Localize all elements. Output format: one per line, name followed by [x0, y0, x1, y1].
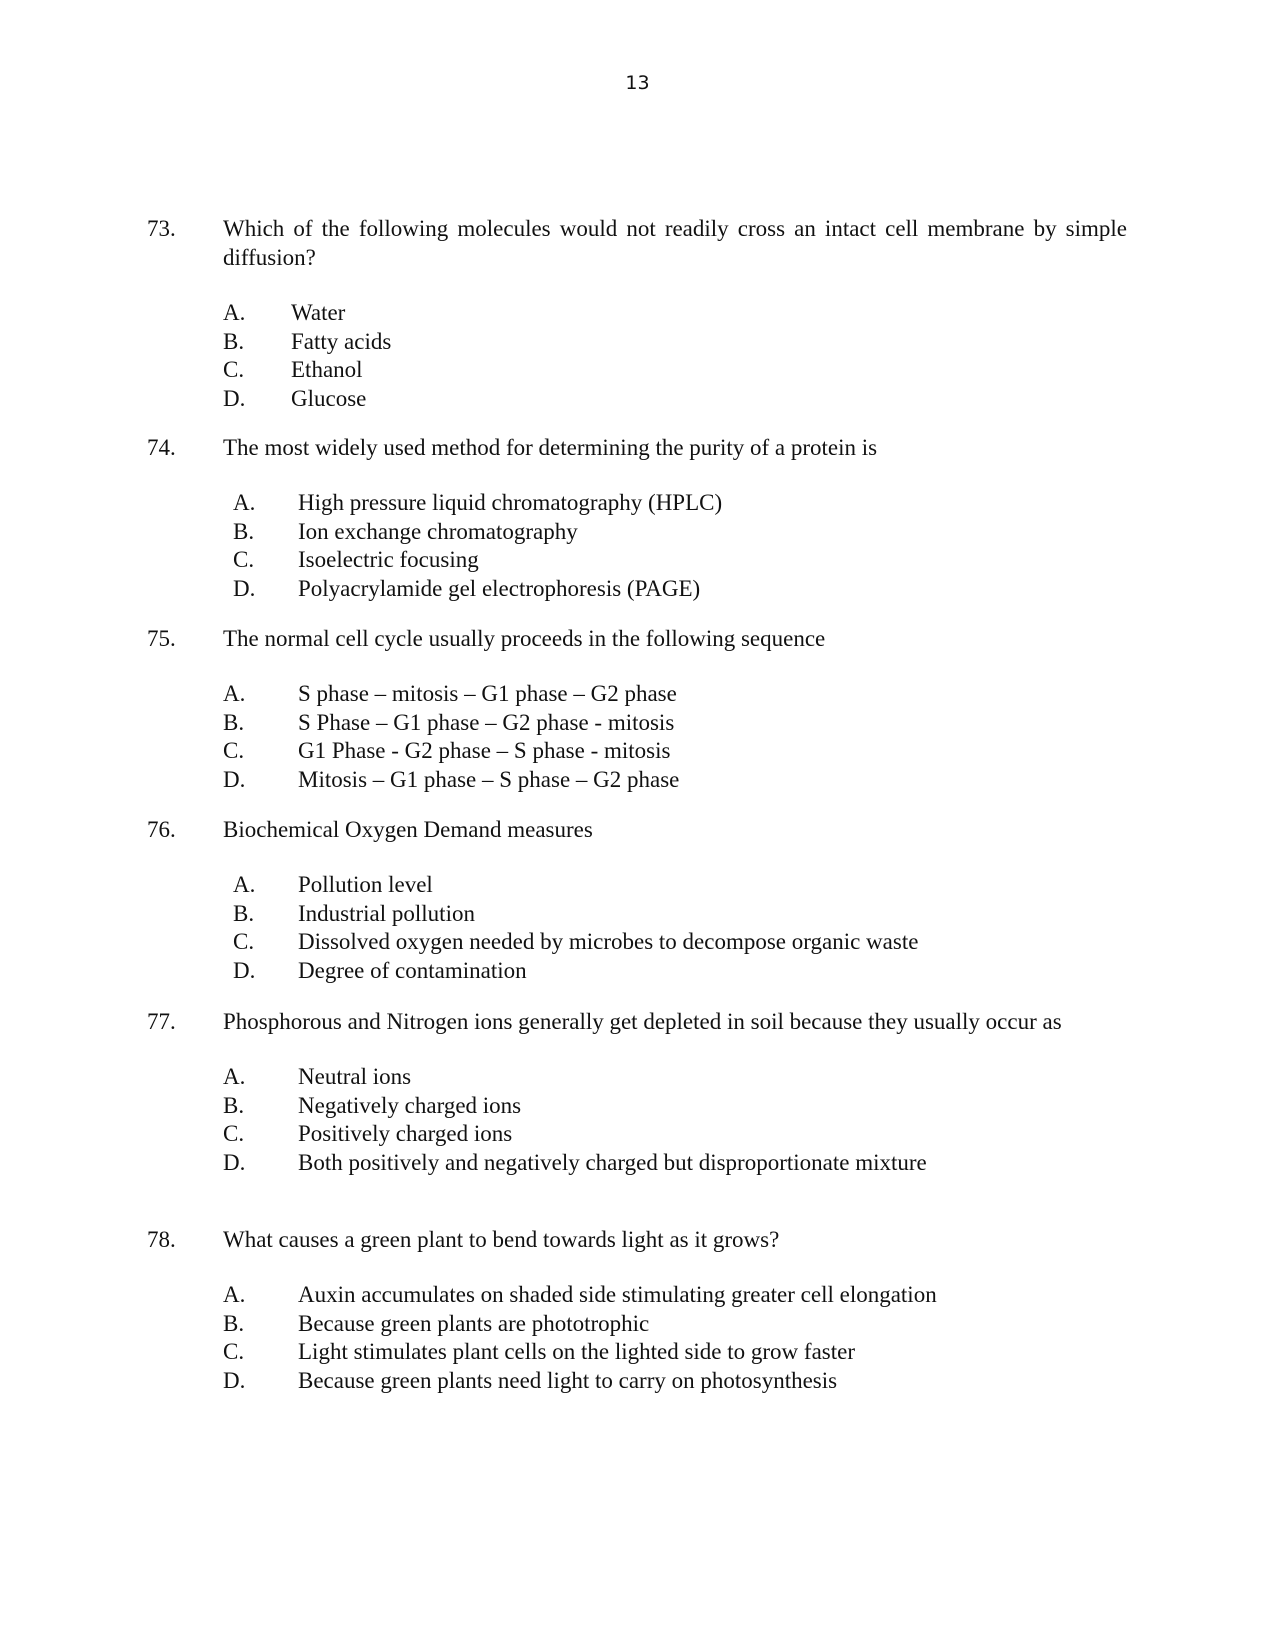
question-text: What causes a green plant to bend towards light as it grows? — [223, 1227, 780, 1252]
option-letter: B. — [223, 1092, 245, 1118]
option-text: Positively charged ions — [298, 1121, 513, 1146]
option-d — [233, 957, 1127, 986]
option-list — [223, 1063, 1127, 1177]
option-b — [223, 709, 1127, 738]
question-73 — [147, 214, 1127, 413]
option-text: Industrial pollution — [298, 900, 475, 926]
option-c — [223, 1120, 1127, 1149]
option-c — [233, 546, 1127, 575]
question-78 — [147, 1225, 1127, 1395]
option-text: Glucose — [291, 385, 367, 411]
option-list — [223, 299, 1127, 413]
question-number: 73. — [147, 216, 176, 241]
option-letter: A. — [233, 490, 256, 515]
option-text: Isoelectric focusing — [298, 547, 479, 572]
option-a — [223, 1281, 1127, 1310]
option-b — [223, 1092, 1127, 1121]
option-text: Mitosis – G1 phase – S phase – G2 phase — [298, 766, 680, 792]
option-letter: C. — [233, 547, 255, 572]
option-b — [233, 518, 1127, 547]
question-number: 77. — [147, 1009, 176, 1034]
option-text: Fatty acids — [291, 328, 392, 354]
option-letter: B. — [233, 900, 255, 926]
option-letter: D. — [223, 1367, 246, 1393]
option-a — [223, 299, 1127, 328]
option-letter: A. — [223, 1282, 246, 1307]
option-c — [223, 356, 1127, 385]
option-text: Water — [291, 300, 346, 325]
option-text: Because green plants need light to carry on photosynthesis — [298, 1367, 838, 1393]
option-text: Ion exchange chromatography — [298, 518, 578, 544]
option-text: Degree of contamination — [298, 957, 527, 983]
option-d — [223, 1149, 1127, 1178]
option-a — [233, 489, 1127, 518]
option-text: S Phase – G1 phase – G2 phase - mitosis — [298, 709, 675, 735]
option-text: Both positively and negatively charged but disproportionate mixture — [298, 1149, 927, 1175]
question-77 — [147, 1007, 1127, 1177]
option-c — [233, 928, 1127, 957]
option-text: Because green plants are phototrophic — [298, 1310, 650, 1336]
option-b — [223, 1310, 1127, 1339]
option-letter: A. — [233, 872, 256, 897]
option-letter: D. — [223, 1149, 246, 1175]
option-letter: B. — [223, 709, 245, 735]
question-text: Phosphorous and Nitrogen ions generally get depleted in soil because they usually occur as — [223, 1009, 1062, 1034]
option-c — [223, 1338, 1127, 1367]
question-75 — [147, 624, 1127, 794]
option-letter: B. — [233, 518, 255, 544]
question-text: The most widely used method for determining the purity of a protein is — [223, 435, 878, 460]
option-letter: D. — [223, 385, 246, 411]
option-d — [233, 575, 1127, 604]
option-text: Dissolved oxygen needed by microbes to decompose organic waste — [298, 929, 919, 954]
option-letter: D. — [233, 957, 256, 983]
option-c — [223, 737, 1127, 766]
question-number: 78. — [147, 1227, 176, 1252]
option-letter: D. — [233, 575, 256, 601]
option-list — [223, 1281, 1127, 1395]
option-letter: A. — [223, 681, 246, 706]
question-text: Which of the following molecules would not readily cross an intact cell membrane by simple diffusion? — [223, 216, 1127, 270]
option-letter: C. — [223, 1121, 245, 1146]
option-letter: C. — [223, 357, 245, 382]
option-letter: B. — [223, 328, 245, 354]
option-text: Pollution level — [298, 872, 433, 897]
option-d — [223, 1367, 1127, 1396]
option-d — [223, 766, 1127, 795]
question-text: Biochemical Oxygen Demand measures — [223, 817, 593, 842]
option-text: G1 Phase - G2 phase – S phase - mitosis — [298, 738, 671, 763]
page-number: 13 — [625, 72, 650, 94]
question-number: 75. — [147, 626, 176, 651]
option-text: Neutral ions — [298, 1064, 412, 1089]
option-letter: C. — [233, 929, 255, 954]
option-letter: C. — [223, 738, 245, 763]
option-text: S phase – mitosis – G1 phase – G2 phase — [298, 681, 677, 706]
question-number: 76. — [147, 817, 176, 842]
option-letter: B. — [223, 1310, 245, 1336]
option-text: Polyacrylamide gel electrophoresis (PAGE) — [298, 575, 701, 601]
question-number: 74. — [147, 435, 176, 460]
option-d — [223, 385, 1127, 414]
question-76 — [147, 815, 1127, 985]
option-letter: A. — [223, 1064, 246, 1089]
option-a — [233, 871, 1127, 900]
question-74 — [147, 433, 1127, 603]
option-letter: D. — [223, 766, 246, 792]
question-text: The normal cell cycle usually proceeds in the following sequence — [223, 626, 826, 651]
option-a — [223, 680, 1127, 709]
option-text: Negatively charged ions — [298, 1092, 522, 1118]
option-list — [233, 871, 1127, 985]
option-b — [233, 900, 1127, 929]
option-text: Light stimulates plant cells on the lighted side to grow faster — [298, 1339, 855, 1364]
option-letter: A. — [223, 300, 246, 325]
option-text: Ethanol — [291, 357, 363, 382]
option-list — [233, 489, 1127, 603]
option-a — [223, 1063, 1127, 1092]
option-b — [223, 328, 1127, 357]
option-letter: C. — [223, 1339, 245, 1364]
option-text: High pressure liquid chromatography (HPLC) — [298, 490, 723, 515]
option-list — [223, 680, 1127, 794]
option-text: Auxin accumulates on shaded side stimulating greater cell elongation — [298, 1282, 937, 1307]
